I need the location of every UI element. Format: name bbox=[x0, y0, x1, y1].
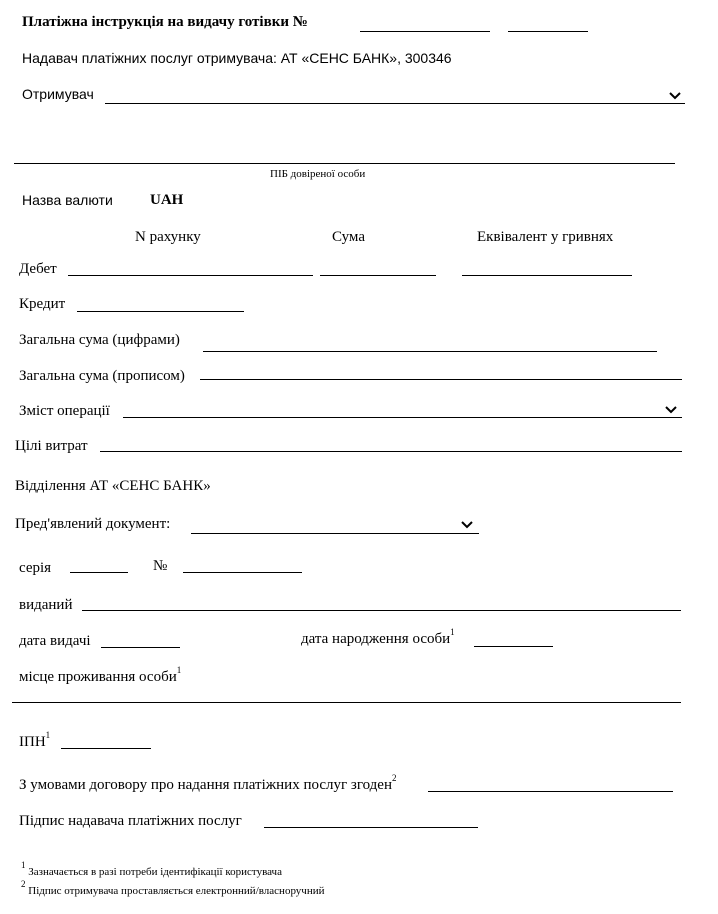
operation-label: Зміст операції bbox=[19, 403, 110, 419]
purpose-field[interactable] bbox=[100, 451, 682, 452]
recipient-label: Отримувач bbox=[22, 86, 94, 102]
trustee-caption: ПІБ довіреної особи bbox=[270, 168, 366, 180]
chevron-down-icon[interactable] bbox=[668, 91, 682, 101]
column-account: N рахунку bbox=[135, 229, 201, 245]
credit-account-field[interactable] bbox=[77, 311, 244, 312]
footnote-1: $^1$ Зазначається в разі потреби ідентифікації користувача bbox=[21, 860, 282, 878]
signature-label: Підпис надавача платіжних послуг bbox=[19, 813, 242, 829]
purpose-label: Цілі витрат bbox=[15, 438, 88, 454]
birth-date-field[interactable] bbox=[474, 646, 553, 647]
issued-label: виданий bbox=[19, 597, 73, 613]
number-label: № bbox=[153, 558, 168, 574]
debit-sum-field[interactable] bbox=[320, 275, 436, 276]
total-words-label: Загальна сума (прописом) bbox=[19, 368, 185, 384]
ipn-field[interactable] bbox=[61, 748, 151, 749]
total-digits-label: Загальна сума (цифрами) bbox=[19, 332, 180, 348]
currency-label: Назва валюти bbox=[22, 192, 113, 208]
debit-equivalent-field[interactable] bbox=[462, 275, 632, 276]
footnote-2: $^2$ Підпис отримувача проставляється електронний/власноручний bbox=[21, 879, 325, 897]
page-title: Платіжна інструкція на видачу готівки № bbox=[22, 14, 308, 30]
ipn-label: ІПН$^1$ bbox=[19, 730, 51, 750]
total-digits-field[interactable] bbox=[203, 351, 657, 352]
issued-field[interactable] bbox=[82, 610, 681, 611]
agree-label: З умовами договору про надання платіжних послуг згоден$^2$ bbox=[19, 773, 397, 793]
issue-date-label: дата видачі bbox=[19, 633, 91, 649]
branch-label: Відділення АТ «СЕНС БАНК» bbox=[15, 478, 211, 494]
trustee-name-field[interactable] bbox=[14, 163, 675, 164]
birth-date-label: дата народження особи$^1$ bbox=[301, 627, 455, 647]
series-label: серія bbox=[19, 560, 52, 576]
instruction-date-field[interactable] bbox=[508, 31, 588, 32]
chevron-down-icon[interactable] bbox=[664, 405, 678, 415]
operation-select[interactable] bbox=[123, 417, 682, 418]
series-field[interactable] bbox=[70, 572, 128, 573]
chevron-down-icon[interactable] bbox=[460, 520, 474, 530]
issue-date-field[interactable] bbox=[101, 647, 180, 648]
agree-signature-field[interactable] bbox=[428, 791, 673, 792]
residence-label: місце проживання особи$^1$ bbox=[19, 665, 182, 685]
column-equivalent: Еквівалент у гривнях bbox=[477, 229, 614, 245]
total-words-field[interactable] bbox=[200, 379, 682, 380]
instruction-number-field[interactable] bbox=[360, 31, 490, 32]
currency-value: UAH bbox=[150, 192, 184, 208]
document-select[interactable] bbox=[191, 533, 479, 534]
provider-signature-field[interactable] bbox=[264, 827, 478, 828]
document-label: Пред'явлений документ: bbox=[15, 516, 171, 532]
provider-text: Надавач платіжних послуг отримувача: АТ «СЕНС БАНК», 300346 bbox=[22, 50, 452, 66]
debit-label: Дебет bbox=[19, 261, 57, 277]
residence-field[interactable] bbox=[12, 702, 681, 703]
document-number-field[interactable] bbox=[183, 572, 302, 573]
debit-account-field[interactable] bbox=[68, 275, 313, 276]
column-sum: Сума bbox=[332, 229, 365, 245]
recipient-select[interactable] bbox=[105, 103, 685, 104]
credit-label: Кредит bbox=[19, 296, 66, 312]
